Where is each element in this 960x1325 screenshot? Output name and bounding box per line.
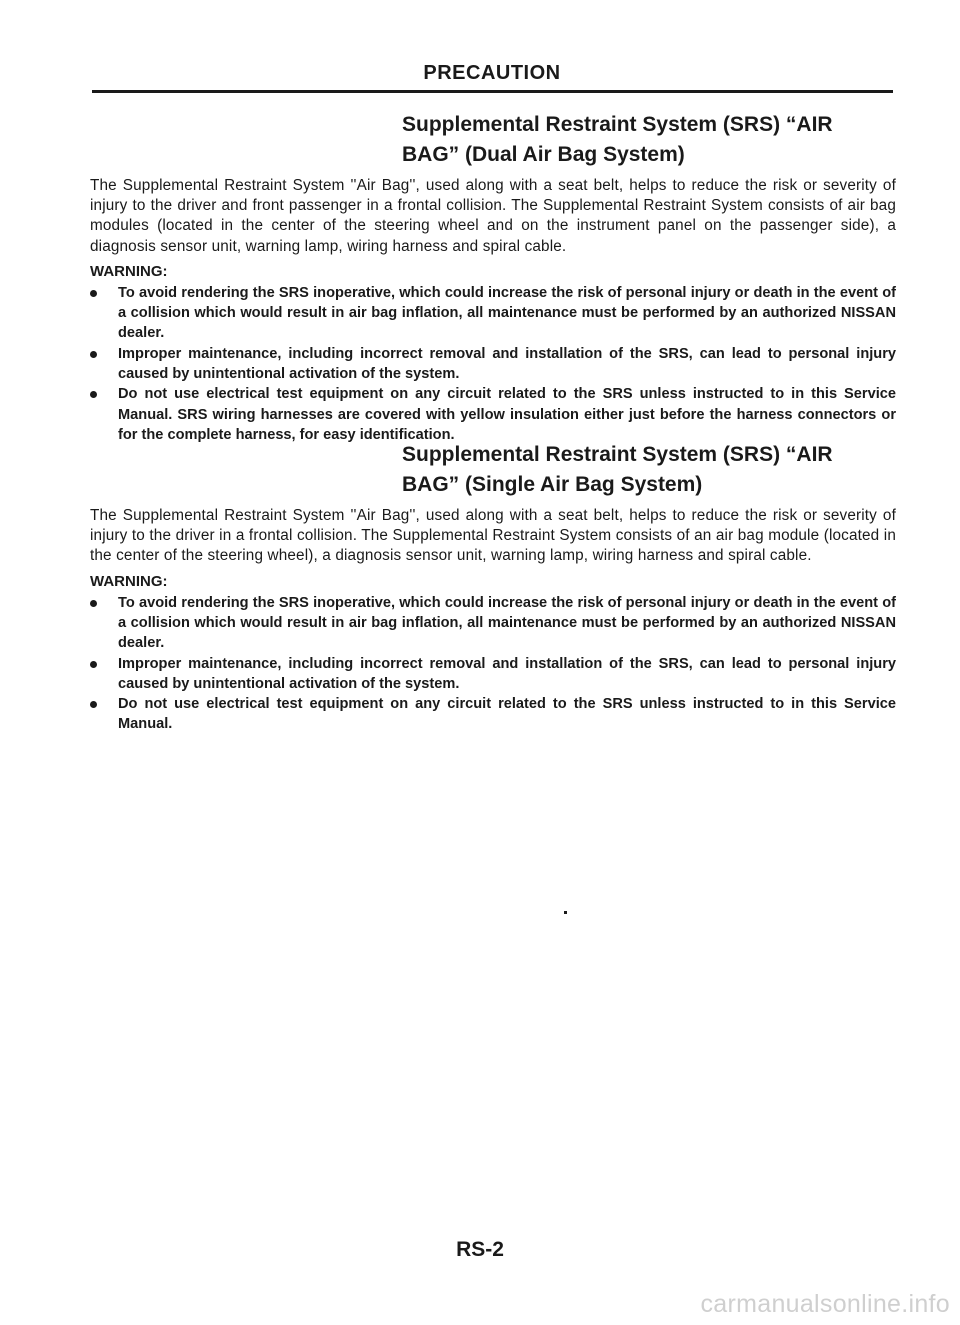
bullet-icon [90,701,97,708]
warning-label: WARNING: [90,572,168,590]
bullet-icon [90,391,97,398]
warning-item-text: Do not use electrical test equipment on any circuit related to the SRS unless instructed to in this Service Manual. [118,696,896,733]
section-intro: The Supplemental Restraint System ''Air Bag'', used along with a seat belt, helps to reduce the risk or severity of injury to the driver in a frontal collision. The Supplemental Restraint System consists of an air bag module (located in the center of the steering wheel), a diagnosis sensor unit, warning lamp, wiring harness and spiral cable. [90,507,896,565]
section-title: Supplemental Restraint System (SRS) “AIR BAG” (Dual Air Bag System) [402,113,833,166]
watermark: carmanualsonline.info [700,1290,950,1318]
bullet-icon [90,600,97,607]
section-title: Supplemental Restraint System (SRS) “AIR BAG” (Single Air Bag System) [402,443,833,496]
bullet-icon [90,290,97,297]
warning-item-text: Improper maintenance, including incorrect removal and installation of the SRS, can lead to personal injury caused by unintentional activation of the system. [118,345,896,382]
warning-item-text: Do not use electrical test equipment on any circuit related to the SRS unless instructed to in this Service Manual. SRS wiring harnesses are covered with yellow insulation either just before the harness connectors or for the complete harness, for easy identification. [118,386,896,443]
section-intro: The Supplemental Restraint System ''Air Bag'', used along with a seat belt, helps to reduce the risk or severity of injury to the driver and front passenger in a frontal collision. The Supplemental Restraint System consists of air bag modules (located in the center of the steering wheel and on the instrument panel on the passenger side), a diagnosis sensor unit, warning lamp, wiring harness and spiral cable. [90,177,896,255]
page-number: RS-2 [456,1238,504,1261]
warning-label: WARNING: [90,262,168,280]
warning-list [90,593,896,735]
warning-item [90,593,896,654]
warning-item [90,654,896,695]
warning-item [90,344,896,385]
warning-item [90,384,896,445]
warning-list [90,283,896,445]
warning-item [90,694,896,735]
bullet-icon [90,661,97,668]
warning-item-text: To avoid rendering the SRS inoperative, which could increase the risk of personal injury or death in the event of a collision which would result in air bag inflation, all maintenance must be performed by an authorized NISSAN dealer. [118,594,896,652]
scan-speck [564,911,567,914]
warning-item [90,283,896,344]
warning-item-text: Improper maintenance, including incorrect removal and installation of the SRS, can lead to personal injury caused by unintentional activation of the system. [118,655,896,692]
section-dual-air-bag [90,110,896,445]
warning-item-text: To avoid rendering the SRS inoperative, which could increase the risk of personal injury or death in the event of a collision which would result in air bag inflation, all maintenance must be performed by an authorized NISSAN dealer. [118,284,896,342]
page-header-title: PRECAUTION [423,62,561,84]
bullet-icon [90,351,97,358]
section-single-air-bag [90,440,896,735]
header-rule [92,90,893,93]
